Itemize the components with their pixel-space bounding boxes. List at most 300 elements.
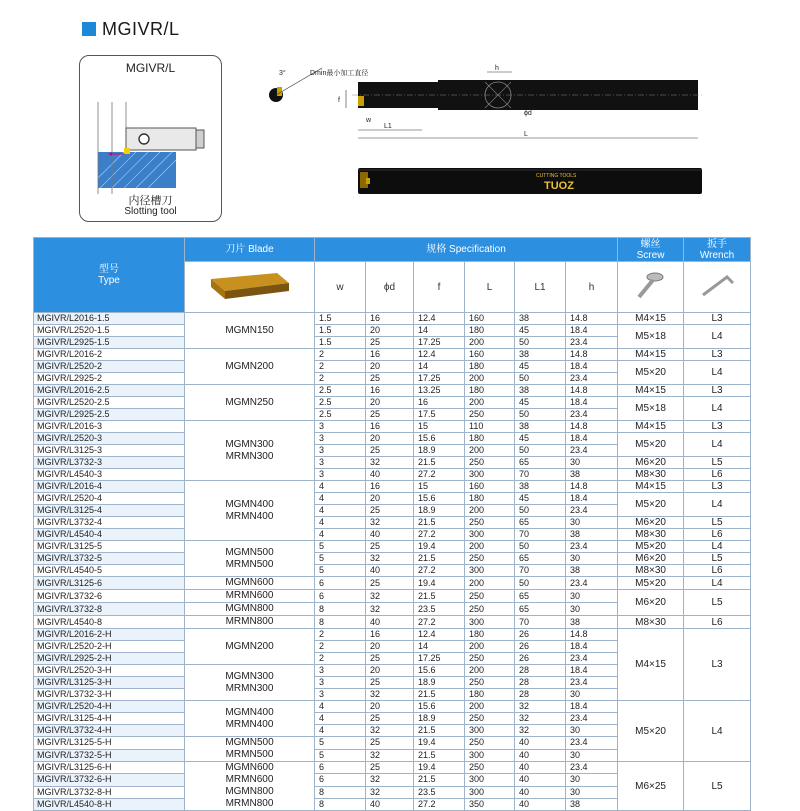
wrench-cell: L3 — [684, 629, 751, 701]
spec-h-cell: 23.4 — [566, 677, 618, 689]
spec-w-cell: 1.5 — [315, 337, 366, 349]
spec-f-cell: 14 — [414, 325, 465, 337]
spec-f-cell: 21.5 — [414, 517, 465, 529]
type-cell: MGIVR/L2520-2-H — [34, 641, 185, 653]
spec-d-cell: 25 — [366, 577, 414, 590]
type-cell: MGIVR/L3125-5 — [34, 541, 185, 553]
wrench-icon — [697, 271, 737, 301]
blade-cell — [185, 385, 315, 421]
spec-l1-cell: 45 — [515, 433, 566, 445]
blade-cell — [185, 603, 315, 616]
spec-w-cell: 3 — [315, 445, 366, 457]
screw-cell: M5×18 — [618, 397, 684, 421]
blade-cell — [185, 762, 315, 811]
spec-l-cell: 180 — [465, 493, 515, 505]
spec-l1-cell: 32 — [515, 713, 566, 725]
spec-l-cell: 200 — [465, 701, 515, 713]
blade-model: MGMN500 — [225, 546, 274, 558]
spec-l-cell: 200 — [465, 641, 515, 653]
spec-w-cell: 3 — [315, 689, 366, 701]
spec-h-cell: 30 — [566, 689, 618, 701]
spec-l-cell: 200 — [465, 505, 515, 517]
table-row — [34, 361, 751, 373]
spec-h-cell: 38 — [566, 529, 618, 541]
spec-h-cell: 14.8 — [566, 349, 618, 361]
spec-l-cell: 200 — [465, 397, 515, 409]
spec-d-cell: 16 — [366, 421, 414, 433]
spec-l-cell: 250 — [465, 553, 515, 565]
spec-l1-cell: 50 — [515, 445, 566, 457]
spec-l1-cell: 45 — [515, 493, 566, 505]
wrench-cell: L3 — [684, 313, 751, 325]
spec-f-cell: 12.4 — [414, 349, 465, 361]
blade-insert-image — [205, 269, 295, 303]
spec-w-cell: 3 — [315, 457, 366, 469]
spec-l1-cell: 50 — [515, 541, 566, 553]
spec-d-cell: 16 — [366, 629, 414, 641]
col-f: f — [414, 262, 465, 313]
type-cell: MGIVR/L2520-2.5 — [34, 397, 185, 409]
spec-d-cell: 32 — [366, 749, 414, 762]
spec-l1-cell: 45 — [515, 325, 566, 337]
screw-cell: M6×25 — [618, 762, 684, 811]
blade-model: MGMN600 — [225, 762, 274, 773]
spec-d-cell: 40 — [366, 565, 414, 577]
spec-h-cell: 30 — [566, 553, 618, 565]
spec-l1-cell: 38 — [515, 421, 566, 433]
screw-cell: M4×15 — [618, 481, 684, 493]
blade-cell — [185, 313, 315, 349]
spec-w-cell: 2 — [315, 653, 366, 665]
table-row — [34, 469, 751, 481]
blade-model: MGMN200 — [225, 360, 274, 372]
table-row — [34, 629, 751, 641]
blade-cell — [185, 349, 315, 385]
header-wrench — [684, 238, 751, 262]
col-w: w — [315, 262, 366, 313]
spec-f-cell: 18.9 — [414, 505, 465, 517]
spec-l1-cell: 70 — [515, 616, 566, 629]
type-cell: MGIVR/L3732-5-H — [34, 749, 185, 762]
spec-l-cell: 160 — [465, 313, 515, 325]
wrench-cell: L5 — [684, 590, 751, 616]
spec-l1-cell: 50 — [515, 409, 566, 421]
screw-cell: M5×20 — [618, 433, 684, 457]
table-row — [34, 481, 751, 493]
spec-f-cell: 21.5 — [414, 774, 465, 786]
spec-w-cell: 5 — [315, 737, 366, 750]
blade-cell — [185, 629, 315, 665]
spec-f-cell: 15.6 — [414, 493, 465, 505]
spec-f-cell: 15.6 — [414, 433, 465, 445]
spec-l1-cell: 40 — [515, 798, 566, 810]
wrench-cell: L3 — [684, 421, 751, 433]
wrench-cell: L4 — [684, 325, 751, 349]
spec-w-cell: 4 — [315, 493, 366, 505]
spec-l-cell: 250 — [465, 737, 515, 750]
spec-w-cell: 6 — [315, 590, 366, 603]
type-cell: MGIVR/L2016-4 — [34, 481, 185, 493]
spec-l-cell: 250 — [465, 409, 515, 421]
header-type-cn: 型号 — [99, 264, 119, 275]
spec-l1-cell: 32 — [515, 725, 566, 737]
spec-d-cell: 25 — [366, 713, 414, 725]
spec-d-cell: 32 — [366, 457, 414, 469]
screw-cell: M6×20 — [618, 517, 684, 529]
table-row — [34, 553, 751, 565]
spec-d-cell: 25 — [366, 373, 414, 385]
spec-l1-cell: 50 — [515, 505, 566, 517]
type-cell: MGIVR/L3732-4 — [34, 517, 185, 529]
spec-l1-cell: 26 — [515, 641, 566, 653]
spec-f-cell: 21.5 — [414, 749, 465, 762]
spec-h-cell: 23.4 — [566, 373, 618, 385]
dim-h: h — [495, 65, 499, 72]
spec-h-cell: 38 — [566, 565, 618, 577]
wrench-cell: L5 — [684, 457, 751, 469]
spec-l1-cell: 28 — [515, 665, 566, 677]
spec-d-cell: 32 — [366, 689, 414, 701]
spec-w-cell: 4 — [315, 713, 366, 725]
spec-w-cell: 1.5 — [315, 313, 366, 325]
spec-l-cell: 250 — [465, 653, 515, 665]
spec-l1-cell: 50 — [515, 373, 566, 385]
spec-w-cell: 6 — [315, 577, 366, 590]
spec-h-cell: 14.8 — [566, 481, 618, 493]
spec-f-cell: 15.6 — [414, 701, 465, 713]
blade-model: MGMN800 — [225, 603, 274, 614]
spec-d-cell: 20 — [366, 361, 414, 373]
spec-d-cell: 25 — [366, 337, 414, 349]
table-row — [34, 541, 751, 553]
spec-d-cell: 40 — [366, 616, 414, 629]
spec-l-cell: 250 — [465, 457, 515, 469]
spec-h-cell: 23.4 — [566, 762, 618, 774]
spec-d-cell: 32 — [366, 517, 414, 529]
dim-L1: L1 — [384, 123, 392, 130]
blade-cell — [185, 665, 315, 701]
spec-l1-cell: 38 — [515, 481, 566, 493]
header-wrench-en: Wrench — [699, 249, 735, 261]
header-blade: 刀片 Blade — [185, 238, 315, 262]
wrench-cell: L3 — [684, 349, 751, 361]
spec-w-cell: 2 — [315, 361, 366, 373]
spec-h-cell: 38 — [566, 616, 618, 629]
spec-w-cell: 3 — [315, 433, 366, 445]
spec-d-cell: 25 — [366, 677, 414, 689]
spec-h-cell: 14.8 — [566, 385, 618, 397]
table-row — [34, 325, 751, 337]
spec-h-cell: 38 — [566, 798, 618, 810]
wrench-cell: L5 — [684, 517, 751, 529]
spec-f-cell: 12.4 — [414, 313, 465, 325]
spec-h-cell: 14.8 — [566, 313, 618, 325]
spec-l1-cell: 65 — [515, 590, 566, 603]
spec-f-cell: 21.5 — [414, 553, 465, 565]
spec-l1-cell: 40 — [515, 786, 566, 798]
type-cell: MGIVR/L2925-2.5 — [34, 409, 185, 421]
spec-w-cell: 2 — [315, 349, 366, 361]
spec-d-cell: 20 — [366, 325, 414, 337]
spec-d-cell: 32 — [366, 774, 414, 786]
spec-l-cell: 180 — [465, 629, 515, 641]
thumbnail-caption-cn: 内径槽刀 — [128, 195, 173, 207]
spec-d-cell: 20 — [366, 701, 414, 713]
table-row — [34, 385, 751, 397]
spec-f-cell: 18.9 — [414, 677, 465, 689]
blade-model: MGMN200 — [225, 640, 274, 652]
blade-cell — [185, 577, 315, 590]
table-row — [34, 457, 751, 469]
page-title — [82, 18, 180, 40]
spec-h-cell: 30 — [566, 725, 618, 737]
spec-l1-cell: 40 — [515, 762, 566, 774]
spec-l1-cell: 38 — [515, 313, 566, 325]
spec-l-cell: 250 — [465, 762, 515, 774]
blade-model: MGMN300 — [225, 670, 274, 682]
spec-d-cell: 25 — [366, 541, 414, 553]
spec-l1-cell: 50 — [515, 577, 566, 590]
spec-d-cell: 16 — [366, 313, 414, 325]
blade-model: MGMN400 — [225, 706, 274, 718]
spec-f-cell: 21.5 — [414, 590, 465, 603]
spec-l-cell: 300 — [465, 529, 515, 541]
wrench-cell: L5 — [684, 762, 751, 811]
table-row — [34, 565, 751, 577]
wrench-cell: L6 — [684, 469, 751, 481]
type-cell: MGIVR/L3125-5-H — [34, 737, 185, 750]
spec-f-cell: 27.2 — [414, 469, 465, 481]
blade-model: MRMN400 — [225, 718, 274, 730]
wrench-cell: L4 — [684, 577, 751, 590]
wrench-cell: L3 — [684, 385, 751, 397]
spec-f-cell: 13.25 — [414, 385, 465, 397]
wrench-cell: L6 — [684, 565, 751, 577]
spec-h-cell: 30 — [566, 774, 618, 786]
spec-h-cell: 23.4 — [566, 737, 618, 750]
wrench-cell: L4 — [684, 493, 751, 517]
spec-w-cell: 8 — [315, 786, 366, 798]
type-cell: MGIVR/L3732-6 — [34, 590, 185, 603]
spec-h-cell: 18.4 — [566, 701, 618, 713]
spec-l1-cell: 38 — [515, 385, 566, 397]
type-cell: MGIVR/L4540-4 — [34, 529, 185, 541]
spec-f-cell: 21.5 — [414, 725, 465, 737]
table-row — [34, 493, 751, 505]
spec-d-cell: 20 — [366, 397, 414, 409]
dim-d: ϕd — [524, 110, 532, 117]
screw-image-cell — [618, 262, 684, 313]
spec-l1-cell: 26 — [515, 653, 566, 665]
workpiece — [98, 152, 176, 188]
wrench-cell: L3 — [684, 481, 751, 493]
spec-f-cell: 12.4 — [414, 629, 465, 641]
header-screw — [618, 238, 684, 262]
type-cell: MGIVR/L4540-5 — [34, 565, 185, 577]
spec-d-cell: 20 — [366, 641, 414, 653]
type-cell: MGIVR/L2016-2 — [34, 349, 185, 361]
spec-d-cell: 25 — [366, 653, 414, 665]
blade-model: MRMN600 — [225, 590, 274, 601]
wrench-cell: L4 — [684, 701, 751, 762]
spec-l-cell: 300 — [465, 469, 515, 481]
type-cell: MGIVR/L2925-2-H — [34, 653, 185, 665]
spec-l1-cell: 28 — [515, 677, 566, 689]
spec-d-cell: 32 — [366, 603, 414, 616]
blade-model: MGMN150 — [225, 324, 274, 336]
spec-w-cell: 4 — [315, 725, 366, 737]
spec-l-cell: 200 — [465, 337, 515, 349]
header-screw-cn: 螺丝 — [640, 238, 661, 250]
spec-w-cell: 2 — [315, 629, 366, 641]
type-cell: MGIVR/L4540-8-H — [34, 798, 185, 810]
spec-d-cell: 40 — [366, 529, 414, 541]
col-h: h — [566, 262, 618, 313]
table-row — [34, 397, 751, 409]
screw-icon — [631, 271, 671, 301]
type-cell: MGIVR/L2016-2.5 — [34, 385, 185, 397]
table-row — [34, 313, 751, 325]
spec-l-cell: 250 — [465, 590, 515, 603]
type-cell: MGIVR/L4540-3 — [34, 469, 185, 481]
tool-dimension-drawing — [262, 60, 722, 210]
spec-f-cell: 15.6 — [414, 665, 465, 677]
spec-l-cell: 200 — [465, 445, 515, 457]
brand-small: CUTTING TOOLS — [536, 173, 577, 179]
screw-cell: M5×20 — [618, 577, 684, 590]
spec-d-cell: 20 — [366, 665, 414, 677]
spec-w-cell: 2 — [315, 373, 366, 385]
spec-l-cell: 300 — [465, 725, 515, 737]
type-cell: MGIVR/L3125-3 — [34, 445, 185, 457]
spec-h-cell: 18.4 — [566, 493, 618, 505]
type-cell: MGIVR/L2016-1.5 — [34, 313, 185, 325]
spec-d-cell: 20 — [366, 493, 414, 505]
spec-d-cell: 25 — [366, 762, 414, 774]
spec-f-cell: 27.2 — [414, 529, 465, 541]
spec-f-cell: 18.9 — [414, 713, 465, 725]
blade-cell — [185, 541, 315, 577]
spec-l-cell: 300 — [465, 749, 515, 762]
blade-model: MGMN800 — [225, 786, 274, 797]
spec-w-cell: 5 — [315, 749, 366, 762]
spec-h-cell: 30 — [566, 786, 618, 798]
table-row — [34, 590, 751, 603]
spec-l1-cell: 40 — [515, 749, 566, 762]
spec-d-cell: 20 — [366, 433, 414, 445]
spec-h-cell: 18.4 — [566, 397, 618, 409]
spec-l-cell: 200 — [465, 541, 515, 553]
title-marker — [82, 22, 96, 36]
spec-f-cell: 17.25 — [414, 373, 465, 385]
spec-f-cell: 15 — [414, 481, 465, 493]
spec-h-cell: 23.4 — [566, 337, 618, 349]
spec-l1-cell: 70 — [515, 469, 566, 481]
spec-l-cell: 300 — [465, 774, 515, 786]
spec-l-cell: 250 — [465, 677, 515, 689]
blade-cell — [185, 421, 315, 481]
spec-w-cell: 4 — [315, 481, 366, 493]
type-cell: MGIVR/L3125-6-H — [34, 762, 185, 774]
spec-h-cell: 23.4 — [566, 505, 618, 517]
type-cell: MGIVR/L2520-3 — [34, 433, 185, 445]
spec-d-cell: 40 — [366, 469, 414, 481]
spec-f-cell: 19.4 — [414, 541, 465, 553]
spec-h-cell: 14.8 — [566, 629, 618, 641]
spec-w-cell: 3 — [315, 421, 366, 433]
spec-d-cell: 25 — [366, 737, 414, 750]
spec-f-cell: 23.5 — [414, 603, 465, 616]
spec-table — [33, 237, 751, 811]
screw-cell: M5×20 — [618, 701, 684, 762]
type-cell: MGIVR/L3732-8-H — [34, 786, 185, 798]
spec-l1-cell: 38 — [515, 349, 566, 361]
spec-w-cell: 4 — [315, 505, 366, 517]
spec-w-cell: 4 — [315, 701, 366, 713]
blade-model: MGMN600 — [225, 577, 274, 588]
blade-cell — [185, 616, 315, 629]
spec-w-cell: 8 — [315, 603, 366, 616]
spec-d-cell: 25 — [366, 409, 414, 421]
spec-w-cell: 6 — [315, 774, 366, 786]
spec-l1-cell: 70 — [515, 565, 566, 577]
spec-w-cell: 5 — [315, 565, 366, 577]
spec-h-cell: 38 — [566, 469, 618, 481]
type-cell: MGIVR/L3732-6-H — [34, 774, 185, 786]
spec-f-cell: 27.2 — [414, 565, 465, 577]
blade-model: MRMN300 — [225, 682, 274, 694]
spec-w-cell: 2 — [315, 641, 366, 653]
thumbnail-caption-en: Slotting tool — [124, 206, 177, 217]
blade-model: MGMN500 — [225, 737, 274, 748]
screw-cell: M5×20 — [618, 361, 684, 385]
screw-cell: M5×20 — [618, 493, 684, 517]
spec-d-cell: 32 — [366, 725, 414, 737]
blade-cell — [185, 481, 315, 541]
tool-photo — [358, 168, 702, 194]
spec-d-cell: 32 — [366, 553, 414, 565]
spec-f-cell: 16 — [414, 397, 465, 409]
blade-model: MRMN500 — [225, 749, 274, 760]
spec-h-cell: 30 — [566, 517, 618, 529]
spec-l-cell: 180 — [465, 689, 515, 701]
spec-table-body — [34, 313, 751, 811]
wrench-cell: L4 — [684, 541, 751, 553]
spec-h-cell: 18.4 — [566, 665, 618, 677]
spec-d-cell: 40 — [366, 798, 414, 810]
blade-model: MRMN600 — [225, 774, 274, 785]
header-screw-en: Screw — [636, 249, 665, 261]
spec-f-cell: 14 — [414, 361, 465, 373]
spec-l1-cell: 65 — [515, 553, 566, 565]
col-L: L — [465, 262, 515, 313]
title-text: MGIVR/L — [102, 18, 180, 39]
wrench-cell: L6 — [684, 616, 751, 629]
spec-d-cell: 32 — [366, 590, 414, 603]
blade-model: MGMN250 — [225, 396, 274, 408]
type-cell: MGIVR/L3732-8 — [34, 603, 185, 616]
spec-d-cell: 16 — [366, 481, 414, 493]
spec-l-cell: 160 — [465, 481, 515, 493]
spec-f-cell: 27.2 — [414, 616, 465, 629]
type-cell: MGIVR/L2925-1.5 — [34, 337, 185, 349]
spec-f-cell: 19.4 — [414, 737, 465, 750]
spec-w-cell: 3 — [315, 677, 366, 689]
spec-l-cell: 250 — [465, 517, 515, 529]
wrench-cell: L4 — [684, 397, 751, 421]
dim-L: L — [524, 131, 528, 138]
header-type-en: Type — [98, 275, 120, 286]
